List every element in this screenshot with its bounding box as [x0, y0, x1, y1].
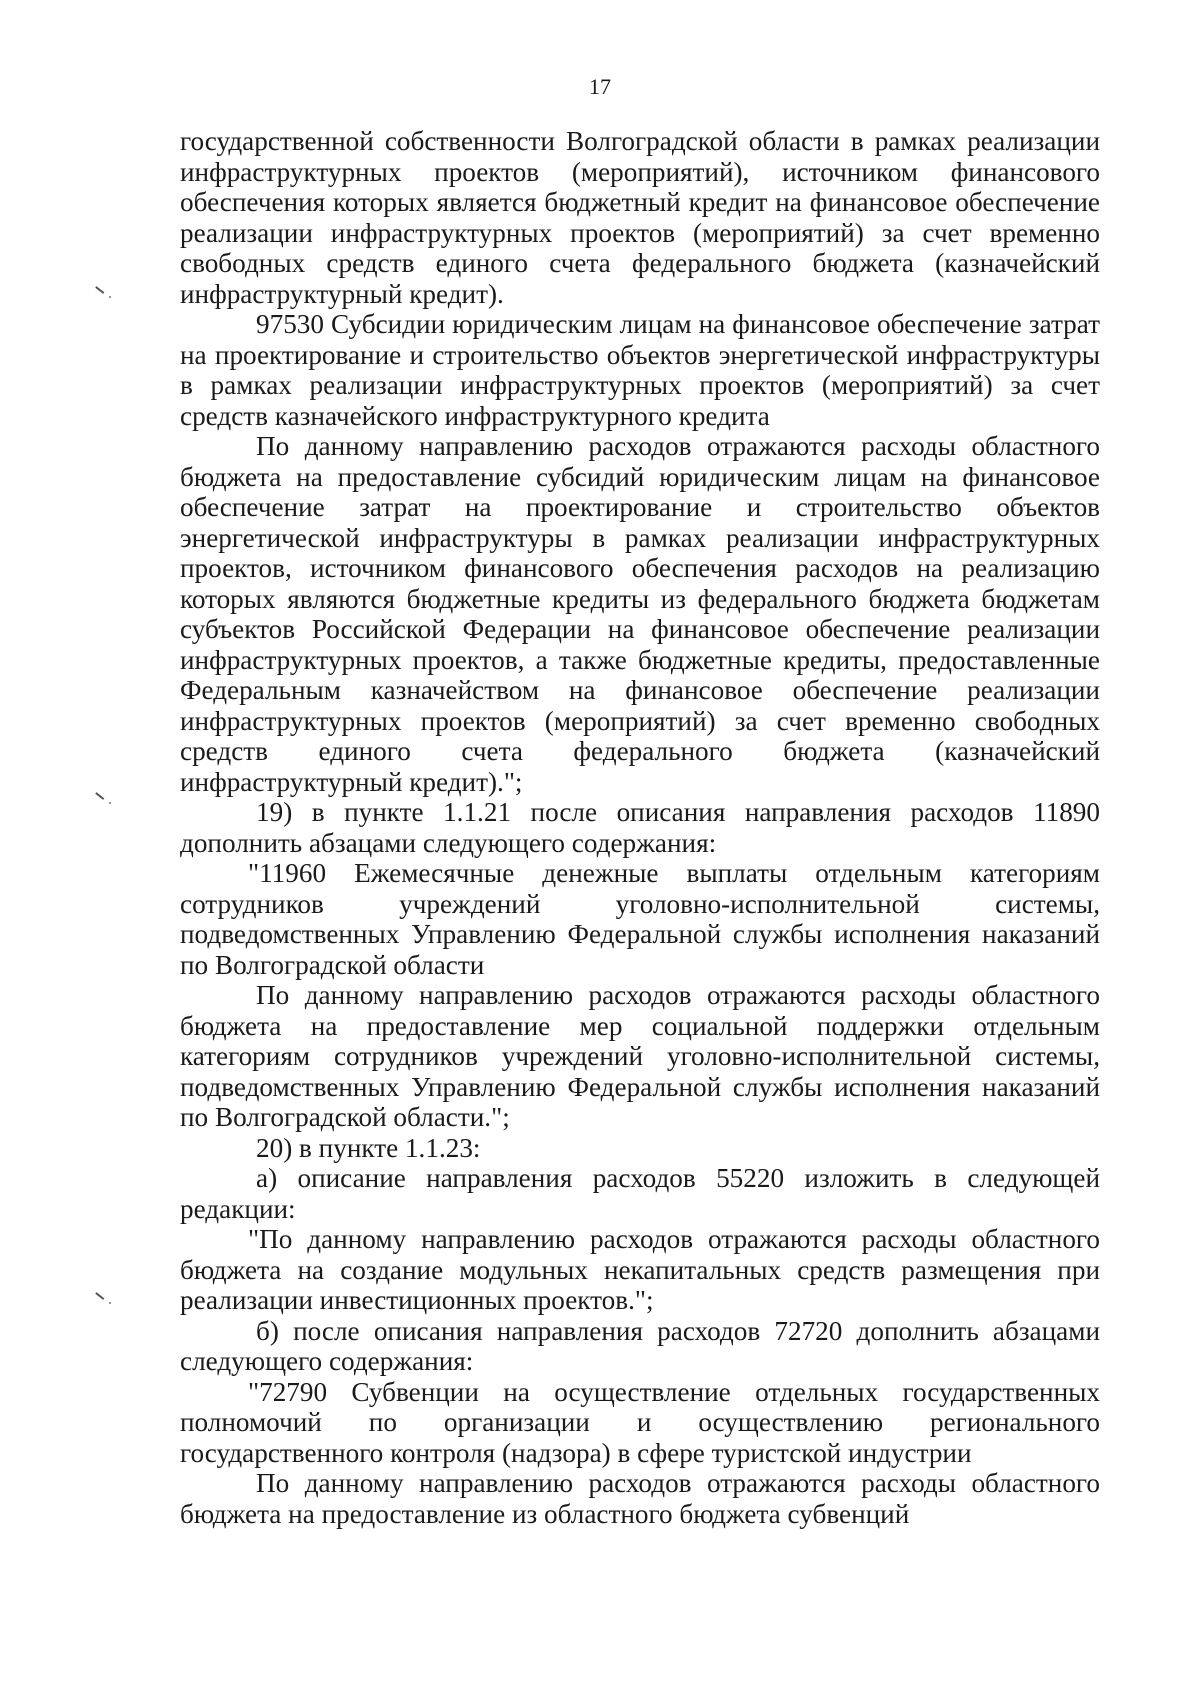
paragraph-code-11960: "11960 Ежемесячные денежные выплаты отдельным категориям сотрудников учреждений уголовно-исполнительной системы, подведомственных Управлению Федеральной службы исполнения наказаний по Волгоградской области — [180, 858, 1100, 980]
paragraph-description-97530: По данному направлению расходов отражаются расходы областного бюджета на предоставление субсидий юридическим лицам на финансовое обеспечение затрат на проектирование и строительство объектов энергетической инфраструктуры в рамках реализации инфраструктурных проектов, источником финансового обеспечения расходов на реализацию которых являются бюджетные кредиты из федерального бюджета бюджетам субъектов Российской Федерации на финансовое обеспечение реализации инфраструктурных проектов, а также бюджетные кредиты, предоставленные Федеральным казначейством на финансовое обеспечение реализации инфраструктурных проектов (мероприятий) за счет временно свободных средств единого счета федерального бюджета (казначейский инфраструктурный кредит)."; — [180, 431, 1100, 797]
paragraph-continuation: государственной собственности Волгоградской области в рамках реализации инфраструктурных проектов (мероприятий), источником финансового обеспечения которых является бюджетный кредит на финансовое обеспечение реализации инфраструктурных проектов (мероприятий) за счет временно свободных средств единого счета федерального бюджета (казначейский инфраструктурный кредит). — [180, 126, 1100, 309]
paragraph-description-72790: По данному направлению расходов отражаются расходы областного бюджета на предоставление из областного бюджета субвенций — [180, 1468, 1100, 1529]
paragraph-description-55220: "По данному направлению расходов отражаются расходы областного бюджета на создание модульных некапитальных средств размещения при реализации инвестиционных проектов."; — [180, 1224, 1100, 1315]
margin-tick-mark-icon — [96, 1290, 112, 1304]
paragraph-item-20: 20) в пункте 1.1.23: — [256, 1132, 481, 1163]
paragraph-subitem-b: б) после описания направления расходов 72720 дополнить абзацами следующего содержания: — [180, 1315, 1100, 1376]
page-number: 17 — [589, 74, 611, 99]
margin-tick-mark-icon — [96, 790, 112, 804]
paragraph-description-11960: По данному направлению расходов отражаются расходы областного бюджета на предоставление мер социальной поддержки отдельным категориям сотрудников учреждений уголовно-исполнительной системы, подведомственных Управлению Федеральной службы исполнения наказаний по Волгоградской области."; — [180, 980, 1100, 1132]
paragraph-code-72790: "72790 Субвенции на осуществление отдельных государственных полномочий по организации и осуществлению регионального государственного контроля (надзора) в сфере туристской индустрии — [180, 1376, 1100, 1468]
paragraph-item-19: 19) в пункте 1.1.21 после описания направления расходов 11890 дополнить абзацами следующего содержания: — [180, 797, 1100, 858]
margin-tick-mark-icon — [96, 284, 112, 298]
document-body — [180, 126, 1100, 1529]
paragraph-subitem-a: а) описание направления расходов 55220 изложить в следующей редакции: — [180, 1163, 1100, 1224]
paragraph-code-97530: 97530 Субсидии юридическим лицам на финансовое обеспечение затрат на проектирование и строительство объектов энергетической инфраструктуры в рамках реализации инфраструктурных проектов (мероприятий) за счет средств казначейского инфраструктурного кредита — [180, 309, 1100, 431]
